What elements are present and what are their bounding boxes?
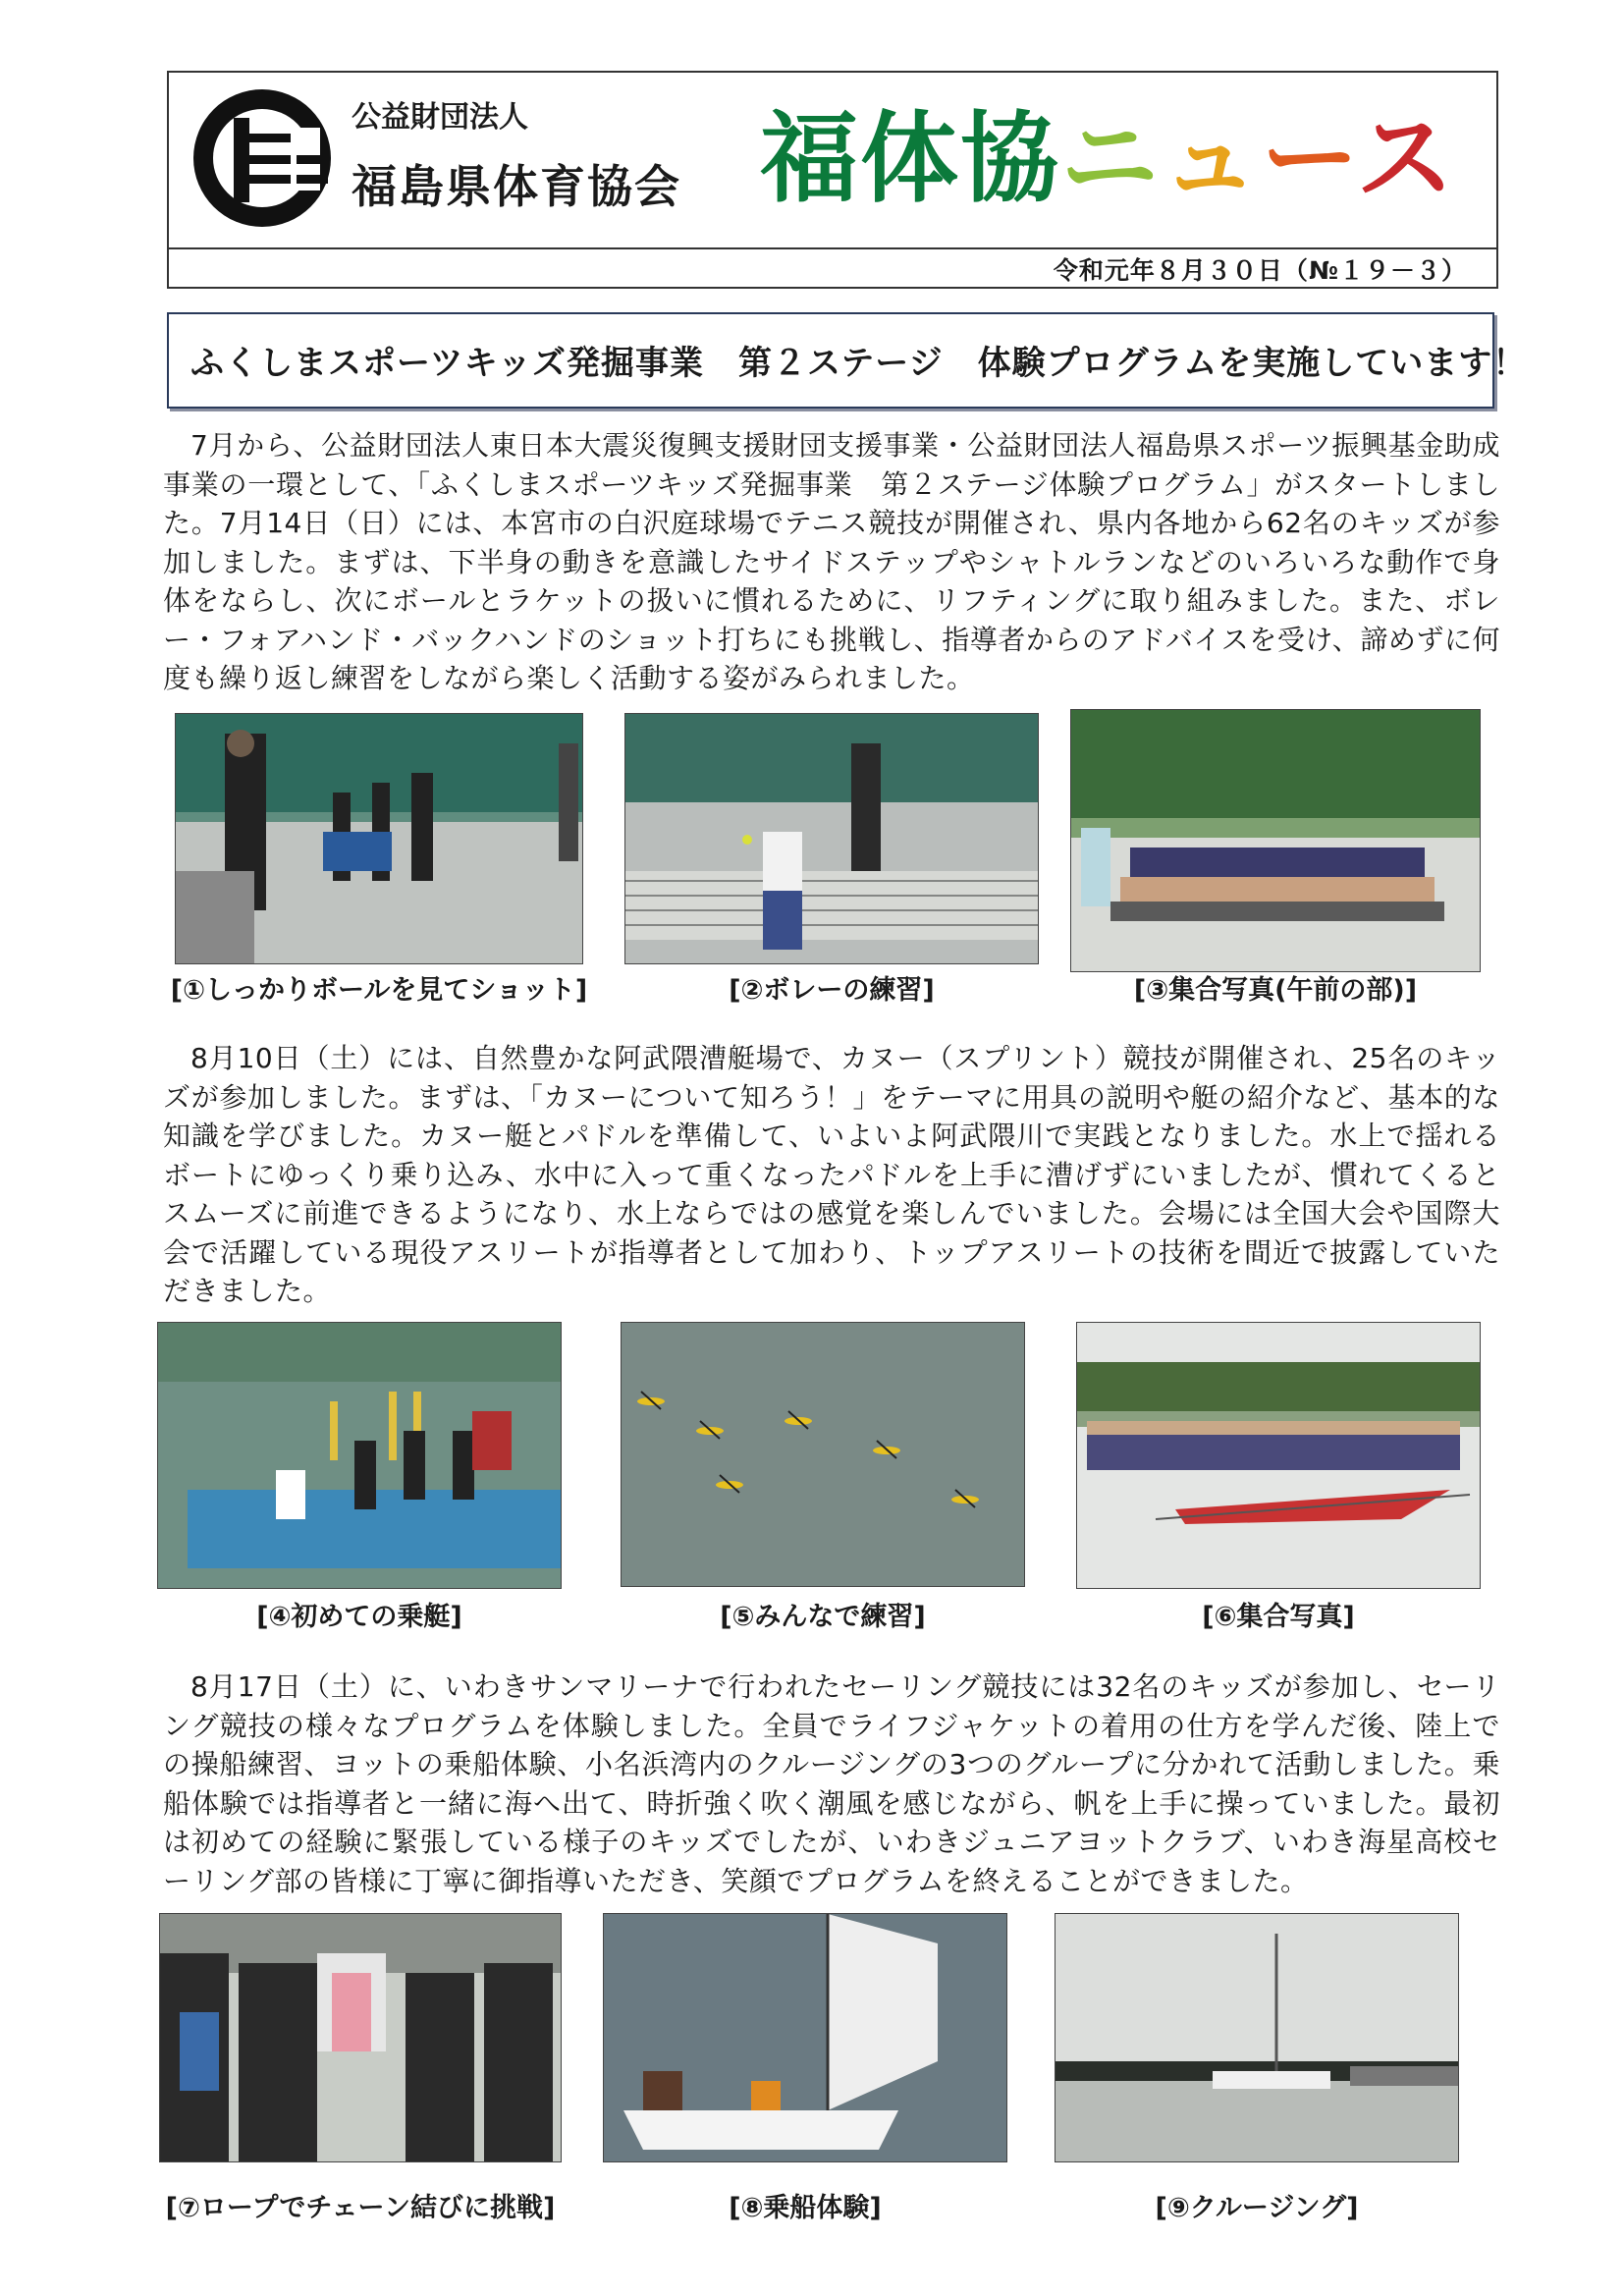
headline: ふくしまスポーツキッズ発掘事業 第２ステージ 体験プログラムを実施しています！ — [190, 344, 1528, 383]
caption-5: [⑤みんなで練習] — [720, 1602, 926, 1632]
masthead — [167, 71, 1498, 249]
caption-6: [⑥集合写真] — [1202, 1602, 1355, 1632]
caption-9: [⑨クルージング] — [1155, 2193, 1359, 2223]
photo-canoe-group — [1076, 1322, 1481, 1589]
paragraph-tennis: 7月から、公益財団法人東日本大震災復興支援財団支援事業・公益財団法人福島県スポーツ振興基金助成事業の一環として、「ふくしまスポーツキッズ発掘事業 第２ステージ体験プログラム」がスタートしました。7月14日（日）には、本宮市の白沢庭球場でテニス競技が開催され、県内各地から62名のキッズが参加しました。まずは、下半身の動きを意識したサイドステップやシャトルランなどのいろいろな動作で身体をならし、次にボールとラケットの扱いに慣れるために、リフティングに取り組みました。また、ボレー・フォアハンド・バックハンドのショット打ちにも挑戦し、指導者からのアドバイスを受け、諦めずに何度も繰り返し練習をしながら楽しく活動する姿がみられました。 — [163, 429, 1500, 694]
title-part: ス — [1356, 101, 1456, 216]
org-name: 福島県体育協会 — [352, 160, 681, 213]
photo-sailing-boarding — [603, 1913, 1007, 2162]
caption-3: [③集合写真(午前の部)] — [1133, 975, 1418, 1006]
photo-cruising — [1055, 1913, 1459, 2162]
paragraph-sailing: 8月17日（土）に、いわきサンマリーナで行われたセーリング競技には32名のキッズが参加し、セーリング競技の様々なプログラムを体験しました。全員でライフジャケットの着用の仕方を学んだ後、陸上での操船練習、ヨットの乗船体験、小名浜湾内のクルージングの3つのグループに分かれて活動しました。乗船体験では指導者と一緒に海へ出て、時折強く吹く潮風を感じながら、帆を上手に操っていました。最初は初めての経験に緊張している様子のキッズでしたが、いわきジュニアヨットクラブ、いわき海星高校セーリング部の皆様に丁寧に御指導いただき、笑顔でプログラムを終えることができました。 — [163, 1670, 1500, 1897]
title-part: ー — [1261, 101, 1356, 216]
title-part: 福体協 — [760, 101, 1060, 216]
headline-box — [167, 312, 1528, 409]
title-part: ュ — [1161, 101, 1261, 216]
association-logo-icon — [189, 84, 336, 232]
issue-date: 令和元年８月３０日（№１９－３） — [1053, 256, 1467, 285]
caption-7: [⑦ロープでチェーン結びに挑戦] — [165, 2193, 556, 2223]
photo-rope-knot — [159, 1913, 562, 2162]
title-part: ニ — [1060, 101, 1161, 216]
caption-2: [②ボレーの練習] — [729, 975, 935, 1006]
org-type-label: 公益財団法人 — [352, 100, 528, 135]
newsletter-title — [760, 101, 1456, 216]
photo-canoe-practice — [621, 1322, 1025, 1587]
caption-4: [④初めての乗艇] — [256, 1602, 462, 1632]
photo-tennis-volley — [624, 713, 1039, 964]
paragraph-canoe: 8月10日（土）には、自然豊かな阿武隈漕艇場で、カヌー（スプリント）競技が開催され、25名のキッズが参加しました。まずは、「カヌーについて知ろう！」をテーマに用具の説明や艇の紹介など、基本的な知識を学びました。カヌー艇とパドルを準備して、いよいよ阿武隈川で実践となりました。水上で揺れるボートにゆっくり乗り込み、水中に入って重くなったパドルを上手に漕げずにいましたが、慣れてくるとスムーズに前進できるようになり、水上ならではの感覚を楽しんでいました。会場には全国大会や国際大会で活躍している現役アスリートが指導者として加わり、トップアスリートの技術を間近で披露していただきました。 — [163, 1042, 1500, 1307]
caption-8: [⑧乗船体験] — [729, 2193, 882, 2223]
issue-date-bar — [167, 247, 1498, 289]
photo-canoe-boarding — [157, 1322, 562, 1589]
photo-tennis-shot — [175, 713, 583, 964]
caption-1: [①しっかりボールを見てショット] — [170, 975, 588, 1006]
photo-tennis-group — [1070, 709, 1481, 972]
